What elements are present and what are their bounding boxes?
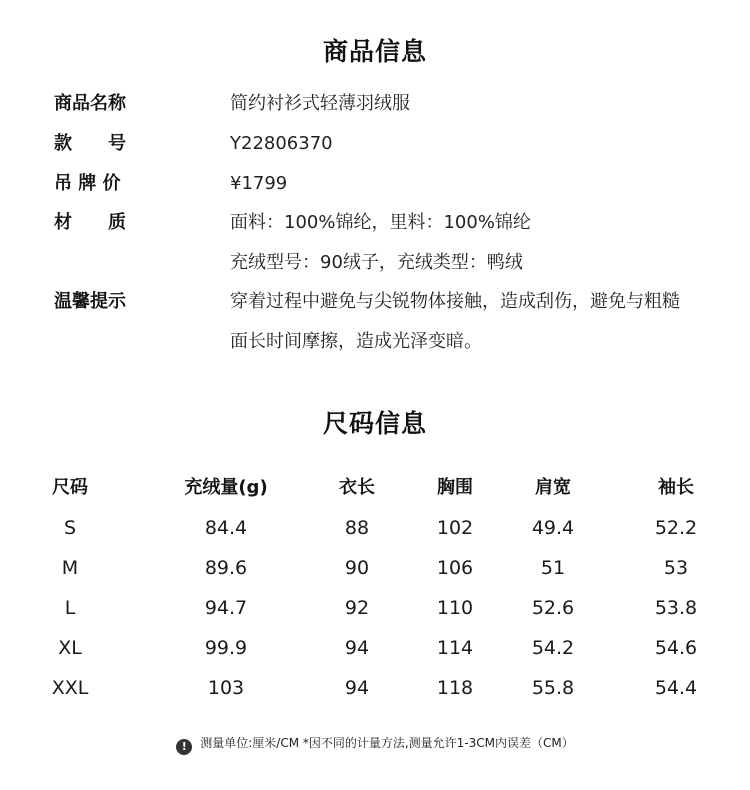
info-value: Y22806370 <box>230 133 333 154</box>
info-label: 温馨提示 <box>54 291 126 312</box>
table-cell: 99.9 <box>204 637 248 659</box>
measurement-footnote <box>0 733 750 753</box>
info-value: 简约衬衫式轻薄羽绒服 <box>230 93 410 114</box>
table-cell: 114 <box>436 637 474 659</box>
column-header: 充绒量(g) <box>184 477 268 498</box>
info-row-tag-price <box>0 169 750 199</box>
info-label: 商品名称 <box>54 93 126 114</box>
info-label: 款 号 <box>54 133 126 154</box>
table-cell: 54.6 <box>654 637 698 659</box>
table-cell: 110 <box>436 597 474 619</box>
table-cell: 90 <box>344 557 370 579</box>
info-row-material <box>0 208 750 238</box>
info-row-name <box>0 89 750 119</box>
table-cell: 54.4 <box>654 677 698 699</box>
info-row-care-tips-cont <box>0 327 750 357</box>
table-row <box>0 673 750 703</box>
table-cell: 92 <box>344 597 370 619</box>
table-cell: 88 <box>344 517 370 539</box>
table-cell: 53.8 <box>654 597 698 619</box>
table-cell: 94.7 <box>204 597 248 619</box>
table-cell: 118 <box>436 677 474 699</box>
footnote-text: 测量单位:厘米/CM *因不同的计量方法,测量允许1-3CM内误差（CM） <box>200 736 574 750</box>
table-cell: 52.2 <box>654 517 698 539</box>
table-cell: 53 <box>663 557 689 579</box>
exclamation-icon: ! <box>176 739 192 755</box>
product-info-title: 商品信息 <box>322 37 427 66</box>
info-value: 面料：100%锦纶，里料：100%锦纶 <box>230 212 531 233</box>
table-cell: 51 <box>540 557 566 579</box>
column-header: 衣长 <box>339 477 375 498</box>
info-value: 面长时间摩擦，造成光泽变暗。 <box>230 331 482 352</box>
info-value: 穿着过程中避免与尖锐物体接触，造成刮伤，避免与粗糙 <box>230 291 680 312</box>
table-cell: XL <box>58 637 82 659</box>
table-row <box>0 633 750 663</box>
info-label: 吊 牌 价 <box>54 173 121 194</box>
column-header: 胸围 <box>437 477 473 498</box>
info-row-style-number <box>0 129 750 159</box>
size-table-header <box>0 473 750 503</box>
table-cell: L <box>64 597 76 619</box>
table-cell: XXL <box>51 677 89 699</box>
info-row-care-tips <box>0 287 750 317</box>
table-cell: S <box>63 517 77 539</box>
table-cell: 94 <box>344 637 370 659</box>
table-cell: M <box>61 557 79 579</box>
info-value: ¥1799 <box>230 173 288 194</box>
column-header: 肩宽 <box>535 477 571 498</box>
table-cell: 52.6 <box>531 597 575 619</box>
table-cell: 106 <box>436 557 474 579</box>
table-cell: 103 <box>207 677 245 699</box>
table-cell: 55.8 <box>531 677 575 699</box>
size-info-title: 尺码信息 <box>322 409 427 438</box>
info-value: 充绒型号：90绒子，充绒类型：鸭绒 <box>230 252 523 273</box>
table-row <box>0 593 750 623</box>
table-cell: 84.4 <box>204 517 248 539</box>
table-cell: 89.6 <box>204 557 248 579</box>
table-cell: 54.2 <box>531 637 575 659</box>
column-header: 尺码 <box>52 477 88 498</box>
table-cell: 102 <box>436 517 474 539</box>
table-row <box>0 553 750 583</box>
column-header: 袖长 <box>658 477 694 498</box>
table-cell: 94 <box>344 677 370 699</box>
table-row <box>0 513 750 543</box>
table-cell: 49.4 <box>531 517 575 539</box>
info-label: 材 质 <box>54 212 126 233</box>
info-row-material-filling <box>0 248 750 278</box>
